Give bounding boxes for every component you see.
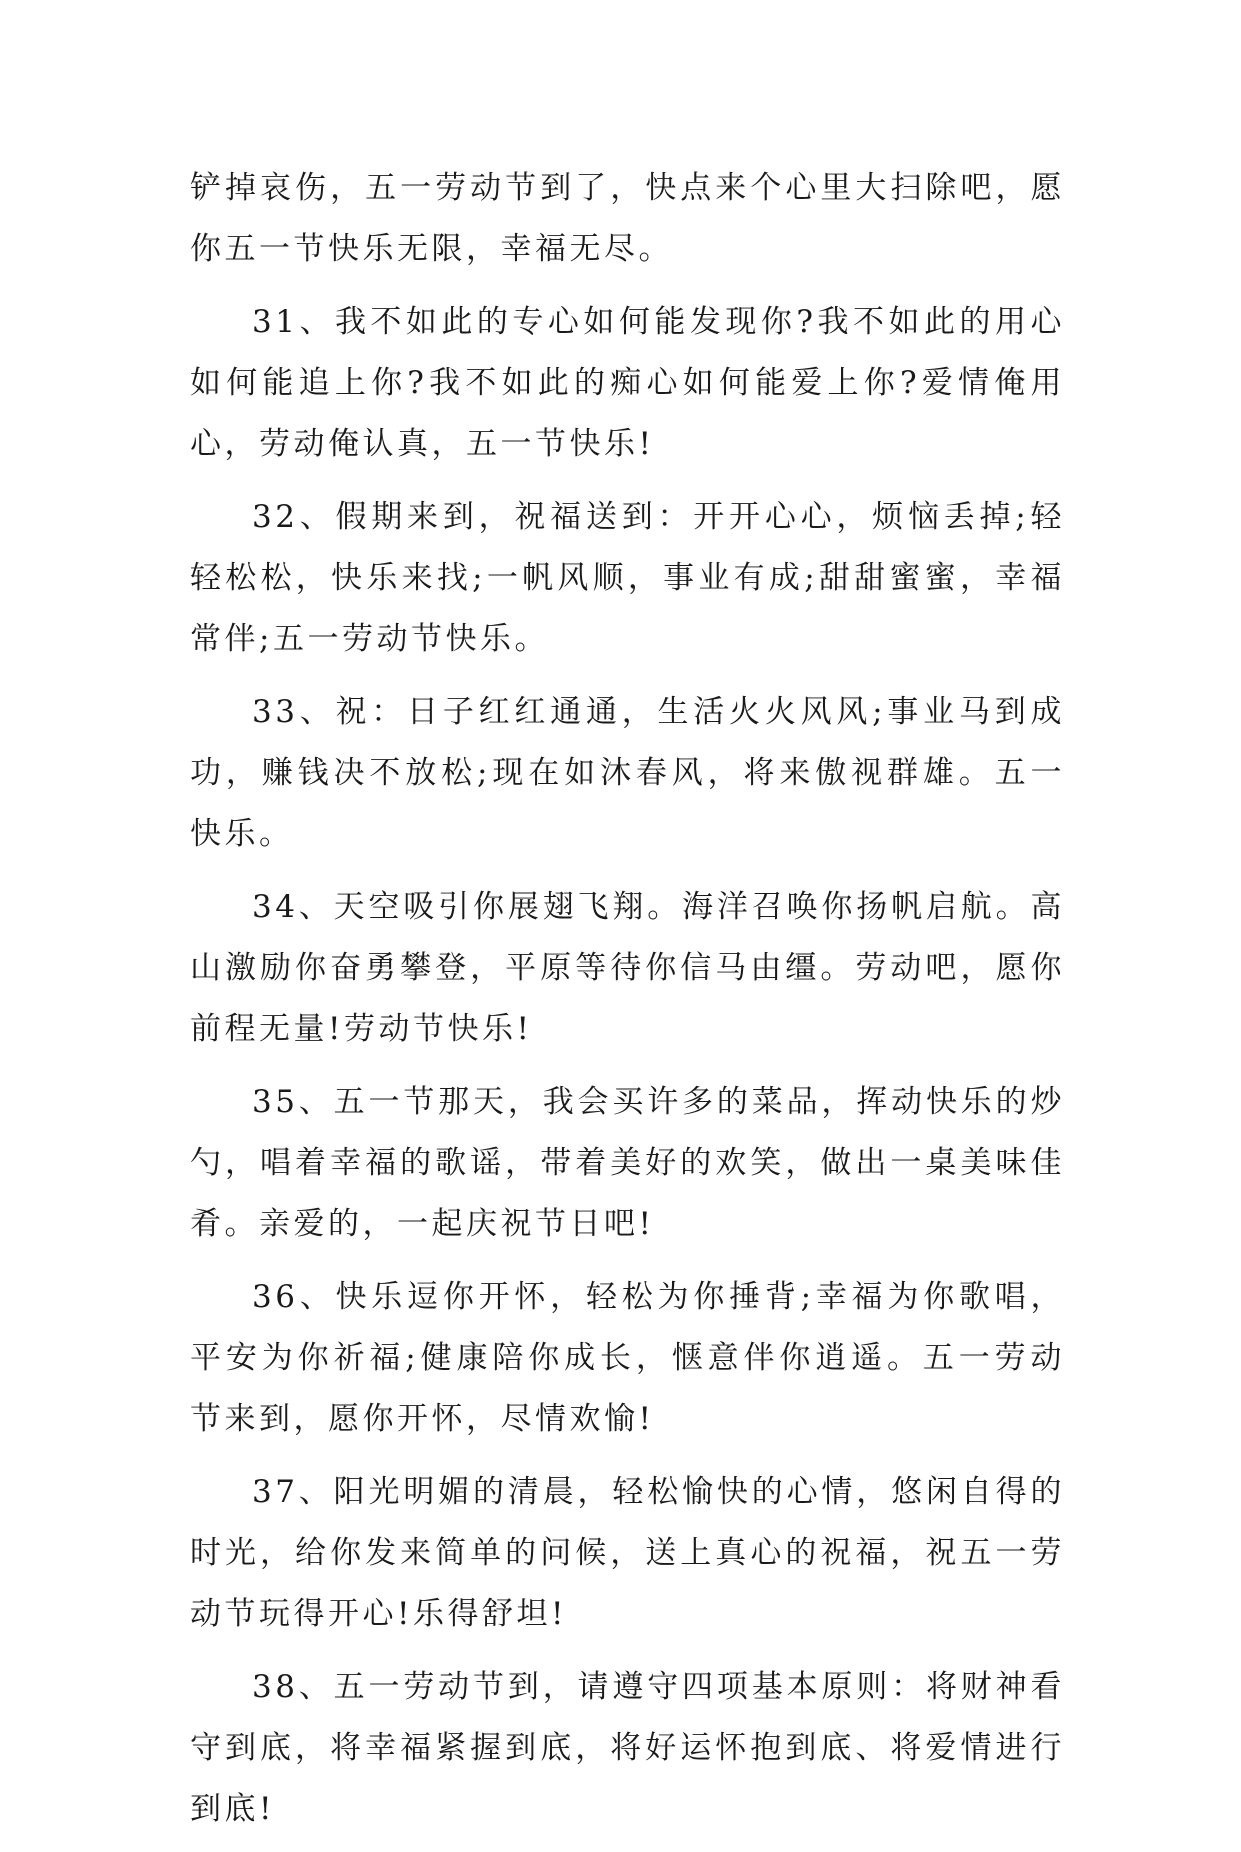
paragraph-31: 31、我不如此的专心如何能发现你?我不如此的用心如何能追上你?我不如此的痴心如何能爱上你?爱情俺用心，劳动俺认真，五一节快乐! [190, 304, 1065, 462]
paragraph-38: 38、五一劳动节到，请遵守四项基本原则：将财神看守到底，将幸福紧握到底，将好运怀抱到底、将爱情进行到底! [190, 1669, 1065, 1827]
paragraph-37: 37、阳光明媚的清晨，轻松愉快的心情，悠闲自得的时光，给你发来简单的问候，送上真心的祝福，祝五一劳动节玩得开心!乐得舒坦! [190, 1474, 1065, 1632]
document-body [190, 158, 1065, 1852]
paragraph-35: 35、五一节那天，我会买许多的菜品，挥动快乐的炒勺，唱着幸福的歌谣，带着美好的欢笑，做出一桌美味佳肴。亲爱的，一起庆祝节日吧! [190, 1084, 1065, 1242]
paragraph-36: 36、快乐逗你开怀，轻松为你捶背;幸福为你歌唱，平安为你祈福;健康陪你成长，惬意伴你逍遥。五一劳动节来到，愿你开怀，尽情欢愉! [190, 1279, 1065, 1437]
paragraph-34: 34、天空吸引你展翅飞翔。海洋召唤你扬帆启航。高山激励你奋勇攀登，平原等待你信马由缰。劳动吧，愿你前程无量!劳动节快乐! [190, 889, 1065, 1047]
paragraph-33: 33、祝：日子红红通通，生活火火风风;事业马到成功，赚钱决不放松;现在如沐春风，将来傲视群雄。五一快乐。 [190, 694, 1065, 852]
paragraph-32: 32、假期来到，祝福送到：开开心心，烦恼丢掉;轻轻松松，快乐来找;一帆风顺，事业有成;甜甜蜜蜜，幸福常伴;五一劳动节快乐。 [190, 499, 1065, 657]
paragraph-continuation: 铲掉哀伤，五一劳动节到了，快点来个心里大扫除吧，愿你五一节快乐无限，幸福无尽。 [190, 170, 1065, 267]
